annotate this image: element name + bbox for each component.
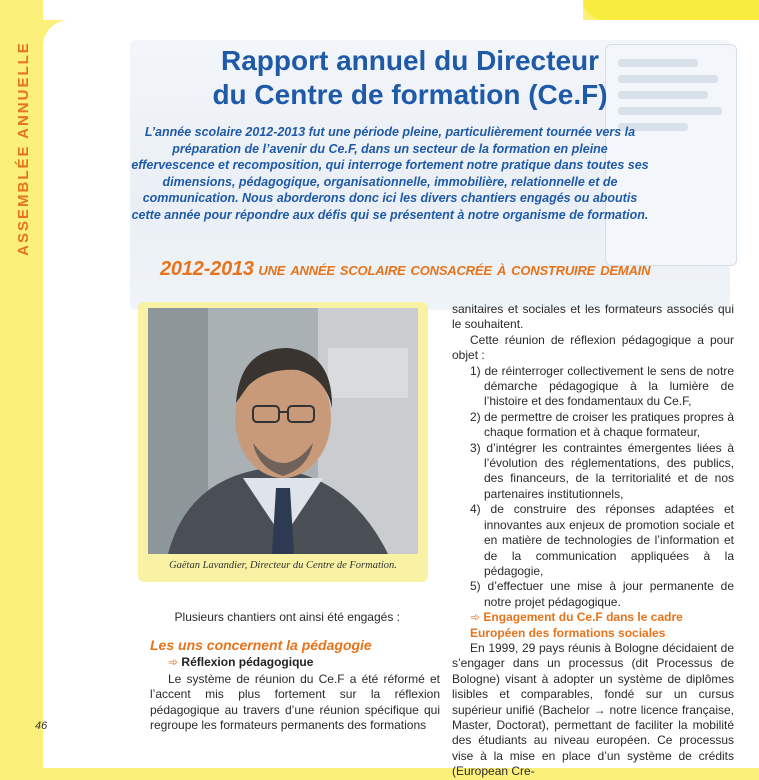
page-number: 46 — [35, 720, 48, 732]
left-column — [150, 610, 440, 734]
top-tab — [43, 0, 583, 20]
arrow-icon: ➾ — [168, 655, 179, 669]
objectives-list — [452, 364, 734, 611]
title-line-1: Rapport annuel du Directeur — [220, 45, 600, 76]
chantiers-intro: Plusieurs chantiers ont ainsi été engagés : — [174, 610, 400, 624]
objective-item: 3) d’intégrer les contraintes émergentes liées à l’évolution des réglementations, des publics, des financeurs, de la territorialité et de nos partenaires institutionnels, — [470, 440, 734, 501]
continuation-text: sanitaires et sociales et les formateurs associés qui le souhaitent. — [452, 302, 734, 332]
pedagogie-subheading: Les uns concernent la pédagogie — [150, 636, 372, 653]
objective-item: 1) de réinterroger collectivement le sens de notre démarche pédagogique à la lumière de l’histoire et des fondamentaux du Ce.F, — [470, 363, 734, 409]
right-column — [452, 302, 734, 780]
engagement-heading-text: Engagement du Ce.F dans le cadre Européen des formations sociales — [470, 610, 683, 640]
section-title — [160, 258, 730, 281]
section-side-label — [8, 28, 38, 268]
arrow-icon: ➾ — [470, 610, 481, 625]
portrait-illustration — [148, 308, 418, 554]
photo-card — [138, 302, 428, 582]
reflexion-heading — [150, 655, 440, 671]
page-title — [150, 44, 670, 112]
engagement-heading — [452, 610, 734, 641]
bologne-paragraph: En 1999, 29 pays réunis à Bologne décidaient de s’engager dans un processus (dit Processus de Bologne) visant à adopter un système de diplômes lisibles et comparables, fondé sur un cursus supérieur unifié (Bachelor → notre licence française, Master, Doctorat), permettant de faciliter la mobilité des étudiants au niveau européen. Ce processus vise à la mise en place d’un système de crédits (European Cre- — [452, 640, 734, 779]
title-line-2: du Centre de formation (Ce.F) — [212, 79, 608, 110]
side-label-text: ASSEMBLÉE ANNUELLE — [14, 40, 32, 256]
photo-caption: Gaëtan Lavandier, Directeur du Centre de Formation. — [169, 560, 397, 571]
reflexion-paragraph: Le système de réunion du Ce.F a été réformé et l’accent mis plus fortement sur la réflexion pédagogique au travers d’une réunion spécifique qui regroupe les formateurs permanents des formations — [150, 671, 440, 732]
yellow-corner — [583, 0, 759, 20]
director-photo — [148, 308, 418, 554]
objective-item: 2) de permettre de croiser les pratiques propres à chaque formation et à chaque formateur, — [470, 409, 734, 440]
objective-item: 4) de construire des réponses adaptées et innovantes aux enjeux de promotion sociale et en matière de technologies de l’information et de la communication appliquées à la pédagogie, — [470, 502, 734, 578]
objective-item: 5) d’effectuer une mise à jour permanente de notre projet pédagogique. — [470, 579, 734, 609]
section-heading-text: une année scolaire consacrée à construire demain — [258, 259, 651, 280]
reflexion-heading-text: Réflexion pédagogique — [181, 655, 314, 669]
intro-paragraph: L’année scolaire 2012-2013 fut une période pleine, particulièrement tournée vers la préparation de l’avenir du Ce.F, dans un secteur de la formation en pleine effervescence et recomposition, qui interroge fortement notre pratique dans toutes ses dimensions, pédagogique, organisationnelle, immobilière, relationnelle et de communication. Nous aborderons donc ici les divers chantiers engagés ou aboutis cette année pour répondre aux défis qui se présentent à notre organisme de formation. — [131, 125, 649, 222]
objectives-intro: Cette réunion de réflexion pédagogique a pour objet : — [452, 332, 734, 363]
section-year: 2012-2013 — [160, 258, 254, 280]
